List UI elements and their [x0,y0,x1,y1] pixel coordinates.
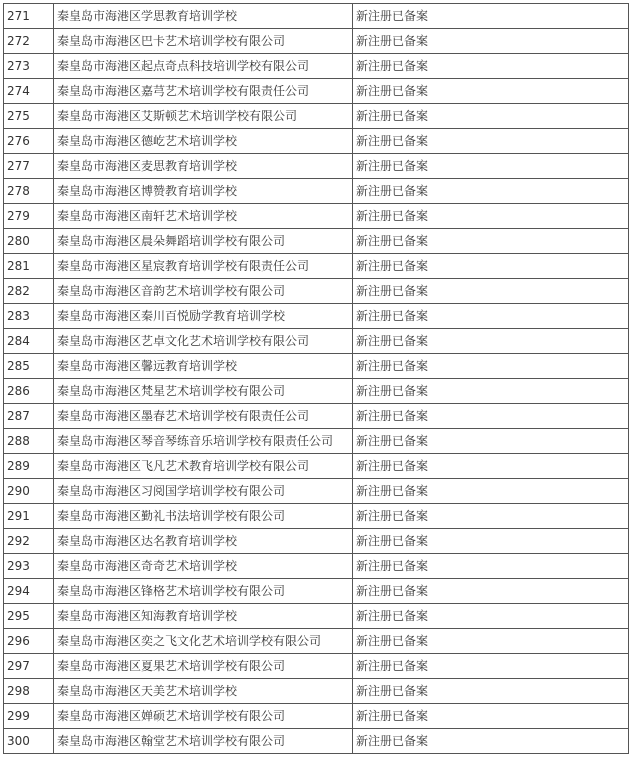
status-cell: 新注册已备案 [353,679,629,704]
school-name-cell: 秦皇岛市海港区飞凡艺术教育培训学校有限公司 [54,454,353,479]
row-number-cell: 291 [4,504,54,529]
row-number-cell: 293 [4,554,54,579]
table-row [4,504,629,529]
table-row [4,29,629,54]
school-name-cell: 秦皇岛市海港区琴音琴练音乐培训学校有限责任公司 [54,429,353,454]
row-number-cell: 289 [4,454,54,479]
school-name-cell: 秦皇岛市海港区锋格艺术培训学校有限公司 [54,579,353,604]
status-cell: 新注册已备案 [353,329,629,354]
row-number-cell: 287 [4,404,54,429]
school-registration-table [3,3,629,754]
status-cell: 新注册已备案 [353,479,629,504]
row-number-cell: 300 [4,729,54,754]
table-row [4,354,629,379]
school-name-cell: 秦皇岛市海港区奕之飞文化艺术培训学校有限公司 [54,629,353,654]
status-cell: 新注册已备案 [353,54,629,79]
row-number-cell: 299 [4,704,54,729]
status-cell: 新注册已备案 [353,554,629,579]
table-row [4,304,629,329]
status-cell: 新注册已备案 [353,29,629,54]
table-row [4,104,629,129]
row-number-cell: 294 [4,579,54,604]
table-row [4,179,629,204]
table-row [4,129,629,154]
school-name-cell: 秦皇岛市海港区翰堂艺术培训学校有限公司 [54,729,353,754]
school-name-cell: 秦皇岛市海港区勤礼书法培训学校有限公司 [54,504,353,529]
row-number-cell: 290 [4,479,54,504]
table-row [4,604,629,629]
school-name-cell: 秦皇岛市海港区习阅国学培训学校有限公司 [54,479,353,504]
school-name-cell: 秦皇岛市海港区学思教育培训学校 [54,4,353,29]
row-number-cell: 280 [4,229,54,254]
status-cell: 新注册已备案 [353,79,629,104]
row-number-cell: 285 [4,354,54,379]
school-name-cell: 秦皇岛市海港区音韵艺术培训学校有限公司 [54,279,353,304]
status-cell: 新注册已备案 [353,179,629,204]
school-name-cell: 秦皇岛市海港区秦川百悦励学教育培训学校 [54,304,353,329]
school-name-cell: 秦皇岛市海港区艾斯顿艺术培训学校有限公司 [54,104,353,129]
status-cell: 新注册已备案 [353,229,629,254]
row-number-cell: 282 [4,279,54,304]
row-number-cell: 279 [4,204,54,229]
status-cell: 新注册已备案 [353,629,629,654]
row-number-cell: 292 [4,529,54,554]
status-cell: 新注册已备案 [353,729,629,754]
school-name-cell: 秦皇岛市海港区知海教育培训学校 [54,604,353,629]
table-row [4,79,629,104]
status-cell: 新注册已备案 [353,4,629,29]
school-name-cell: 秦皇岛市海港区梵星艺术培训学校有限公司 [54,379,353,404]
table-row [4,654,629,679]
status-cell: 新注册已备案 [353,529,629,554]
row-number-cell: 281 [4,254,54,279]
status-cell: 新注册已备案 [353,279,629,304]
row-number-cell: 297 [4,654,54,679]
row-number-cell: 272 [4,29,54,54]
school-name-cell: 秦皇岛市海港区巴卡艺术培训学校有限公司 [54,29,353,54]
status-cell: 新注册已备案 [353,579,629,604]
status-cell: 新注册已备案 [353,304,629,329]
table-row [4,579,629,604]
table-row [4,254,629,279]
row-number-cell: 298 [4,679,54,704]
school-name-cell: 秦皇岛市海港区德屹艺术培训学校 [54,129,353,154]
table-row [4,204,629,229]
table-row [4,154,629,179]
school-name-cell: 秦皇岛市海港区麦思教育培训学校 [54,154,353,179]
school-name-cell: 秦皇岛市海港区天美艺术培训学校 [54,679,353,704]
school-name-cell: 秦皇岛市海港区起点奇点科技培训学校有限公司 [54,54,353,79]
table-row [4,429,629,454]
school-name-cell: 秦皇岛市海港区达名教育培训学校 [54,529,353,554]
table-row [4,479,629,504]
table-body [4,4,629,754]
table-row [4,54,629,79]
table-row [4,454,629,479]
status-cell: 新注册已备案 [353,254,629,279]
row-number-cell: 284 [4,329,54,354]
row-number-cell: 277 [4,154,54,179]
table-row [4,404,629,429]
school-name-cell: 秦皇岛市海港区婵硕艺术培训学校有限公司 [54,704,353,729]
status-cell: 新注册已备案 [353,354,629,379]
status-cell: 新注册已备案 [353,129,629,154]
school-name-cell: 秦皇岛市海港区星宸教育培训学校有限责任公司 [54,254,353,279]
table-row [4,629,629,654]
table-row [4,529,629,554]
status-cell: 新注册已备案 [353,154,629,179]
row-number-cell: 275 [4,104,54,129]
status-cell: 新注册已备案 [353,404,629,429]
status-cell: 新注册已备案 [353,104,629,129]
school-name-cell: 秦皇岛市海港区嘉芎艺术培训学校有限责任公司 [54,79,353,104]
status-cell: 新注册已备案 [353,204,629,229]
school-name-cell: 秦皇岛市海港区博赞教育培训学校 [54,179,353,204]
row-number-cell: 273 [4,54,54,79]
row-number-cell: 271 [4,4,54,29]
school-name-cell: 秦皇岛市海港区艺卓文化艺术培训学校有限公司 [54,329,353,354]
status-cell: 新注册已备案 [353,604,629,629]
school-name-cell: 秦皇岛市海港区夏果艺术培训学校有限公司 [54,654,353,679]
table-row [4,379,629,404]
table-row [4,729,629,754]
status-cell: 新注册已备案 [353,379,629,404]
school-name-cell: 秦皇岛市海港区南轩艺术培训学校 [54,204,353,229]
table-row [4,229,629,254]
table-row [4,679,629,704]
school-name-cell: 秦皇岛市海港区奇奇艺术培训学校 [54,554,353,579]
school-name-cell: 秦皇岛市海港区晨朵舞蹈培训学校有限公司 [54,229,353,254]
row-number-cell: 286 [4,379,54,404]
row-number-cell: 283 [4,304,54,329]
status-cell: 新注册已备案 [353,704,629,729]
row-number-cell: 278 [4,179,54,204]
status-cell: 新注册已备案 [353,429,629,454]
row-number-cell: 276 [4,129,54,154]
school-name-cell: 秦皇岛市海港区馨远教育培训学校 [54,354,353,379]
school-name-cell: 秦皇岛市海港区墨春艺术培训学校有限责任公司 [54,404,353,429]
status-cell: 新注册已备案 [353,454,629,479]
table-row [4,329,629,354]
row-number-cell: 288 [4,429,54,454]
status-cell: 新注册已备案 [353,504,629,529]
row-number-cell: 274 [4,79,54,104]
table-row [4,4,629,29]
table-row [4,554,629,579]
row-number-cell: 296 [4,629,54,654]
table-row [4,279,629,304]
status-cell: 新注册已备案 [353,654,629,679]
row-number-cell: 295 [4,604,54,629]
table-row [4,704,629,729]
